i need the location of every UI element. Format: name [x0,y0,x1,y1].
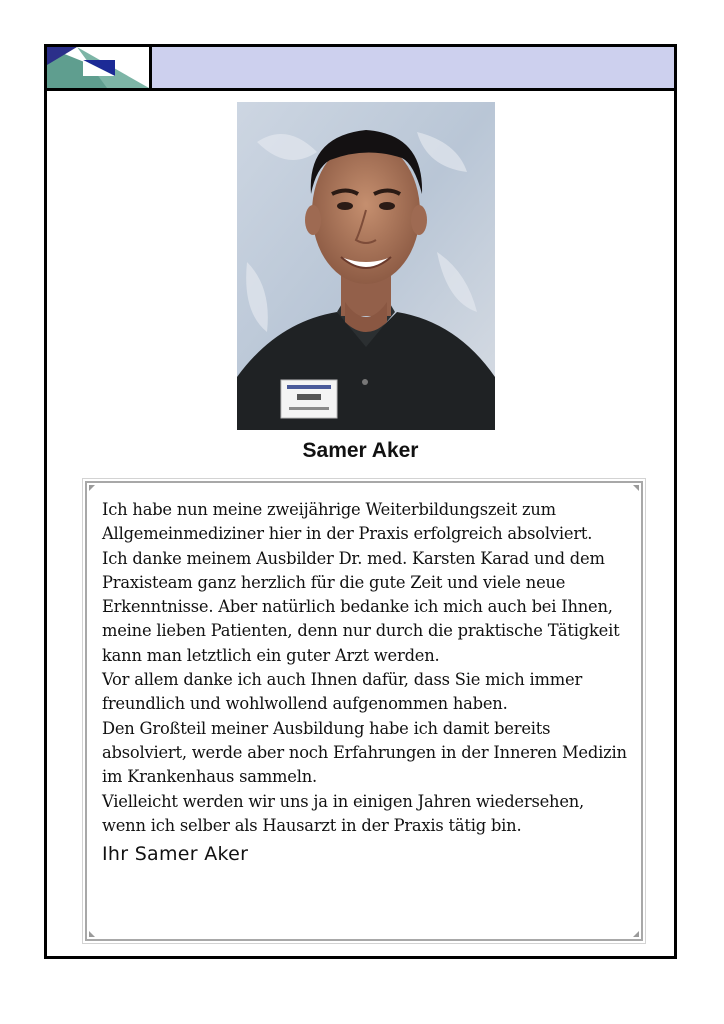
letter-paragraph: Ich habe nun meine zweijährige Weiterbildungszeit zum Allgemeinmediziner hier in der Praxis erfolgreich absolviert. [102,500,593,544]
person-name: Samer Aker [302,439,419,462]
page-frame [44,44,677,959]
letter-box [85,481,643,941]
letter-paragraph: Vielleicht werden wir uns ja in einigen Jahren wiedersehen, wenn ich selber als Hausarzt in der Praxis tätig bin. [102,791,585,835]
letter-paragraph: Den Großteil meiner Ausbildung habe ich damit bereits absolviert, werde aber noch Erfahrungen in der Inneren Medizin im Krankenhaus sammeln. [102,718,627,787]
practice-logo-icon [47,47,152,88]
signature: Ihr Samer Aker [102,843,249,866]
letter-body [102,498,627,838]
letter-paragraph: Vor allem danke ich auch Ihnen dafür, dass Sie mich immer freundlich und wohlwollend aufgenommen haben. [102,670,583,714]
portrait-photo [237,102,495,430]
corner-ornament-icon [89,931,95,937]
header-bar [47,47,674,91]
corner-ornament-icon [89,485,95,491]
corner-ornament-icon [633,931,639,937]
header-title-bar [152,47,674,88]
letter-paragraph: Ich danke meinem Ausbilder Dr. med. Karsten Karad und dem Praxisteam ganz herzlich für die gute Zeit und viele neue Erkenntnisse. Aber natürlich bedanke ich mich auch bei Ihnen, meine lieben Patienten, denn nur durch die praktische Tätigkeit kann man letztlich ein guter Arzt werden. [102,548,620,665]
corner-ornament-icon [633,485,639,491]
